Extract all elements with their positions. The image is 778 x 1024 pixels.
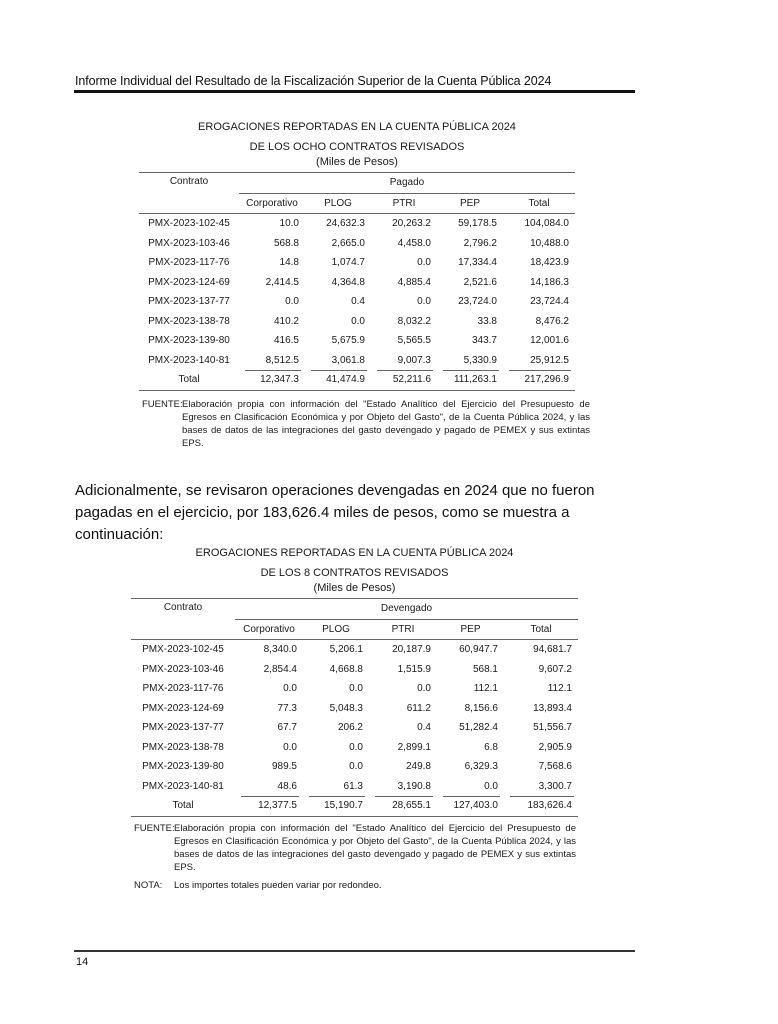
fuente-text: Elaboración propia con información del "Estado Analítico del Ejercicio del Presupuesto de Egresos en Clasificación Económica y por Objeto del Gasto", de la Cuenta Pública 2024, y las bases de datos de las integraciones del gasto devengado y pagado de PEMEX y sus extintas EPS. bbox=[182, 399, 590, 449]
contrato-column-header: Contrato bbox=[163, 602, 203, 613]
header-rule bbox=[74, 90, 635, 93]
total-label: Total bbox=[172, 800, 194, 812]
total-ptri: 52,211.6 bbox=[371, 370, 437, 390]
contrato-cell: PMX-2023-102-45 bbox=[142, 644, 224, 656]
total-cell: 7,568.6 bbox=[538, 761, 572, 773]
table-2-title-line1: EROGACIONES REPORTADAS EN LA CUENTA PÚBLICA 2024 bbox=[195, 547, 514, 559]
column-header-ptri: PTRI bbox=[371, 193, 437, 214]
total-row bbox=[131, 796, 578, 816]
plog-cell: 0.0 bbox=[351, 315, 365, 327]
table-row bbox=[139, 312, 575, 332]
column-header-total: Total bbox=[503, 193, 575, 214]
document-header-title: Informe Individual del Resultado de la Fiscalización Superior de la Cuenta Pública 2024 bbox=[75, 74, 552, 88]
plog-cell: 1,074.7 bbox=[331, 257, 365, 269]
body-paragraph: Adicionalmente, se revisaron operaciones devengadas en 2024 que no fueron pagadas en el ejercicio, por 183,626.4 miles de pesos, como se muestra a continuación: bbox=[75, 482, 595, 543]
contrato-cell: PMX-2023-139-80 bbox=[142, 761, 224, 773]
column-header-corporativo: Corporativo bbox=[235, 619, 303, 640]
pep-cell: 6,329.3 bbox=[464, 761, 498, 773]
table-row bbox=[139, 292, 575, 312]
total-cell: 9,607.2 bbox=[538, 663, 572, 675]
plog-cell: 2,665.0 bbox=[331, 237, 365, 249]
corporativo-cell: 14.8 bbox=[279, 257, 299, 269]
table-row bbox=[139, 234, 575, 254]
corporativo-cell: 8,340.0 bbox=[263, 644, 297, 656]
ptri-cell: 4,458.0 bbox=[397, 237, 431, 249]
plog-cell: 0.0 bbox=[349, 741, 363, 753]
pep-cell: 343.7 bbox=[471, 335, 497, 347]
pep-cell: 112.1 bbox=[473, 683, 498, 695]
pagado-group-header: Pagado bbox=[389, 177, 425, 189]
plog-cell: 4,668.8 bbox=[329, 663, 363, 675]
total-cell: 104,084.0 bbox=[524, 218, 569, 230]
devengado-group-header: Devengado bbox=[380, 603, 433, 615]
corporativo-cell: 416.5 bbox=[273, 335, 299, 347]
pep-cell: 33.8 bbox=[477, 315, 497, 327]
contrato-cell: PMX-2023-138-78 bbox=[148, 315, 230, 327]
contrato-cell: PMX-2023-140-81 bbox=[142, 780, 224, 792]
plog-cell: 61.3 bbox=[343, 780, 363, 792]
ptri-cell: 0.0 bbox=[417, 296, 431, 308]
column-header-plog: PLOG bbox=[303, 619, 369, 640]
ptri-cell: 611.2 bbox=[406, 702, 431, 714]
plog-cell: 5,206.1 bbox=[329, 644, 363, 656]
ptri-cell: 0.0 bbox=[417, 257, 431, 269]
ptri-cell: 20,263.2 bbox=[392, 218, 431, 230]
total-cell: 23,724.4 bbox=[530, 296, 569, 308]
table-row bbox=[139, 351, 575, 371]
table-2-source-note bbox=[134, 822, 576, 874]
table-1-title-line1: EROGACIONES REPORTADAS EN LA CUENTA PÚBLICA 2024 bbox=[198, 121, 516, 133]
column-header-pep: PEP bbox=[437, 193, 503, 214]
total-cell: 94,681.7 bbox=[533, 644, 572, 656]
table-row bbox=[131, 640, 578, 660]
table-row bbox=[131, 699, 578, 719]
table-row bbox=[131, 718, 578, 738]
total-corporativo: 12,377.5 bbox=[235, 796, 303, 816]
total-row bbox=[139, 370, 575, 390]
pep-cell: 17,334.4 bbox=[458, 257, 497, 269]
contrato-cell: PMX-2023-139-80 bbox=[148, 335, 230, 347]
corporativo-cell: 410.2 bbox=[273, 315, 299, 327]
ptri-cell: 4,885.4 bbox=[397, 276, 431, 288]
ptri-cell: 249.8 bbox=[405, 761, 431, 773]
table-row bbox=[139, 331, 575, 351]
total-total: 217,296.9 bbox=[503, 370, 575, 390]
corporativo-cell: 2,414.5 bbox=[265, 276, 299, 288]
table-row bbox=[139, 273, 575, 293]
total-total: 183,626.4 bbox=[504, 796, 578, 816]
ptri-cell: 0.0 bbox=[417, 683, 431, 695]
table-row bbox=[139, 253, 575, 273]
contrato-cell: PMX-2023-138-78 bbox=[142, 741, 224, 753]
corporativo-cell: 77.3 bbox=[277, 702, 297, 714]
nota-label: NOTA: bbox=[134, 880, 163, 891]
fuente-text: Elaboración propia con información del "Estado Analítico del Ejercicio del Presupuesto de Egresos en Clasificación Económica y por Objeto del Gasto", de la Cuenta Pública 2024, y las bases de datos de las integraciones del gasto devengado y pagado de PEMEX y sus extintas EPS. bbox=[174, 823, 576, 873]
total-cell: 51,556.7 bbox=[533, 722, 572, 734]
corporativo-cell: 0.0 bbox=[283, 741, 297, 753]
table-1-source-note bbox=[142, 398, 590, 450]
total-plog: 15,190.7 bbox=[303, 796, 369, 816]
plog-cell: 4,364.8 bbox=[331, 276, 365, 288]
table-2-nota bbox=[134, 879, 576, 892]
ptri-cell: 2,899.1 bbox=[397, 741, 431, 753]
column-header-ptri: PTRI bbox=[369, 619, 437, 640]
contrato-cell: PMX-2023-137-77 bbox=[148, 296, 230, 308]
plog-cell: 5,675.9 bbox=[331, 335, 365, 347]
pep-cell: 6.8 bbox=[484, 741, 498, 753]
corporativo-cell: 67.7 bbox=[277, 722, 297, 734]
table-2-devengado bbox=[131, 598, 578, 817]
contrato-cell: PMX-2023-124-69 bbox=[148, 276, 230, 288]
corporativo-cell: 989.5 bbox=[271, 761, 297, 773]
plog-cell: 206.2 bbox=[337, 722, 363, 734]
total-cell: 2,905.9 bbox=[538, 741, 572, 753]
ptri-cell: 3,190.8 bbox=[397, 780, 431, 792]
column-header-total: Total bbox=[504, 619, 578, 640]
ptri-cell: 9,007.3 bbox=[397, 354, 431, 366]
pep-cell: 0.0 bbox=[484, 780, 498, 792]
fuente-label: FUENTE: bbox=[142, 399, 183, 410]
ptri-cell: 20,187.9 bbox=[392, 644, 431, 656]
total-label: Total bbox=[178, 374, 200, 386]
contrato-cell: PMX-2023-103-46 bbox=[148, 237, 230, 249]
total-cell: 13,893.4 bbox=[533, 702, 572, 714]
pep-cell: 2,796.2 bbox=[463, 237, 497, 249]
contrato-cell: PMX-2023-124-69 bbox=[142, 702, 224, 714]
plog-cell: 24,632.3 bbox=[326, 218, 365, 230]
pep-cell: 8,156.6 bbox=[464, 702, 498, 714]
contrato-cell: PMX-2023-117-76 bbox=[142, 683, 224, 695]
column-header-corporativo: Corporativo bbox=[239, 193, 305, 214]
contrato-cell: PMX-2023-117-76 bbox=[148, 257, 230, 269]
total-cell: 8,476.2 bbox=[535, 315, 569, 327]
contrato-column-header: Contrato bbox=[169, 176, 209, 187]
table-row bbox=[131, 660, 578, 680]
plog-cell: 3,061.8 bbox=[331, 354, 365, 366]
total-cell: 18,423.9 bbox=[530, 257, 569, 269]
total-cell: 10,488.0 bbox=[530, 237, 569, 249]
total-cell: 3,300.7 bbox=[538, 780, 572, 792]
total-cell: 12,001.6 bbox=[530, 335, 569, 347]
pep-cell: 51,282.4 bbox=[459, 722, 498, 734]
table-1-block bbox=[139, 120, 575, 391]
contrato-cell: PMX-2023-103-46 bbox=[142, 663, 224, 675]
column-header-plog: PLOG bbox=[305, 193, 371, 214]
total-corporativo: 12,347.3 bbox=[239, 370, 305, 390]
table-2-title-line2: DE LOS 8 CONTRATOS REVISADOS bbox=[260, 567, 449, 579]
column-header-pep: PEP bbox=[437, 619, 504, 640]
plog-cell: 5,048.3 bbox=[329, 702, 363, 714]
pep-cell: 23,724.0 bbox=[458, 296, 497, 308]
pep-cell: 60,947.7 bbox=[459, 644, 498, 656]
fuente-label: FUENTE: bbox=[134, 823, 175, 834]
total-cell: 14,186.3 bbox=[530, 276, 569, 288]
ptri-cell: 1,515.9 bbox=[397, 663, 431, 675]
table-1-title-line2: DE LOS OCHO CONTRATOS REVISADOS bbox=[249, 141, 465, 153]
footer-rule bbox=[74, 950, 635, 952]
corporativo-cell: 2,854.4 bbox=[263, 663, 297, 675]
corporativo-cell: 0.0 bbox=[285, 296, 299, 308]
total-cell: 112.1 bbox=[547, 683, 572, 695]
ptri-cell: 8,032.2 bbox=[397, 315, 431, 327]
plog-cell: 0.0 bbox=[349, 761, 363, 773]
corporativo-cell: 48.6 bbox=[277, 780, 297, 792]
ptri-cell: 5,565.5 bbox=[397, 335, 431, 347]
pep-cell: 5,330.9 bbox=[463, 354, 497, 366]
table-row bbox=[131, 738, 578, 758]
nota-text: Los importes totales pueden variar por redondeo. bbox=[174, 880, 382, 891]
pep-cell: 2,521.6 bbox=[463, 276, 497, 288]
table-row bbox=[131, 777, 578, 797]
contrato-cell: PMX-2023-140-81 bbox=[148, 354, 230, 366]
table-row bbox=[131, 757, 578, 777]
total-cell: 25,912.5 bbox=[530, 354, 569, 366]
corporativo-cell: 10.0 bbox=[279, 218, 299, 230]
total-pep: 127,403.0 bbox=[437, 796, 504, 816]
contrato-cell: PMX-2023-137-77 bbox=[142, 722, 224, 734]
corporativo-cell: 0.0 bbox=[283, 683, 297, 695]
page-number: 14 bbox=[76, 956, 89, 968]
table-row bbox=[139, 214, 575, 234]
table-row bbox=[131, 679, 578, 699]
corporativo-cell: 8,512.5 bbox=[265, 354, 299, 366]
contrato-cell: PMX-2023-102-45 bbox=[148, 218, 230, 230]
ptri-cell: 0.4 bbox=[417, 722, 431, 734]
corporativo-cell: 568.8 bbox=[273, 237, 299, 249]
table-2-block bbox=[131, 546, 578, 817]
table-1-pagado bbox=[139, 172, 575, 391]
pep-cell: 59,178.5 bbox=[458, 218, 497, 230]
pep-cell: 568.1 bbox=[472, 663, 498, 675]
plog-cell: 0.4 bbox=[351, 296, 365, 308]
total-plog: 41,474.9 bbox=[305, 370, 371, 390]
table-2-title-line3: (Miles de Pesos) bbox=[313, 582, 396, 594]
total-pep: 111,263.1 bbox=[437, 370, 503, 390]
plog-cell: 0.0 bbox=[349, 683, 363, 695]
total-ptri: 28,655.1 bbox=[369, 796, 437, 816]
table-1-title-line3: (Miles de Pesos) bbox=[316, 156, 398, 168]
